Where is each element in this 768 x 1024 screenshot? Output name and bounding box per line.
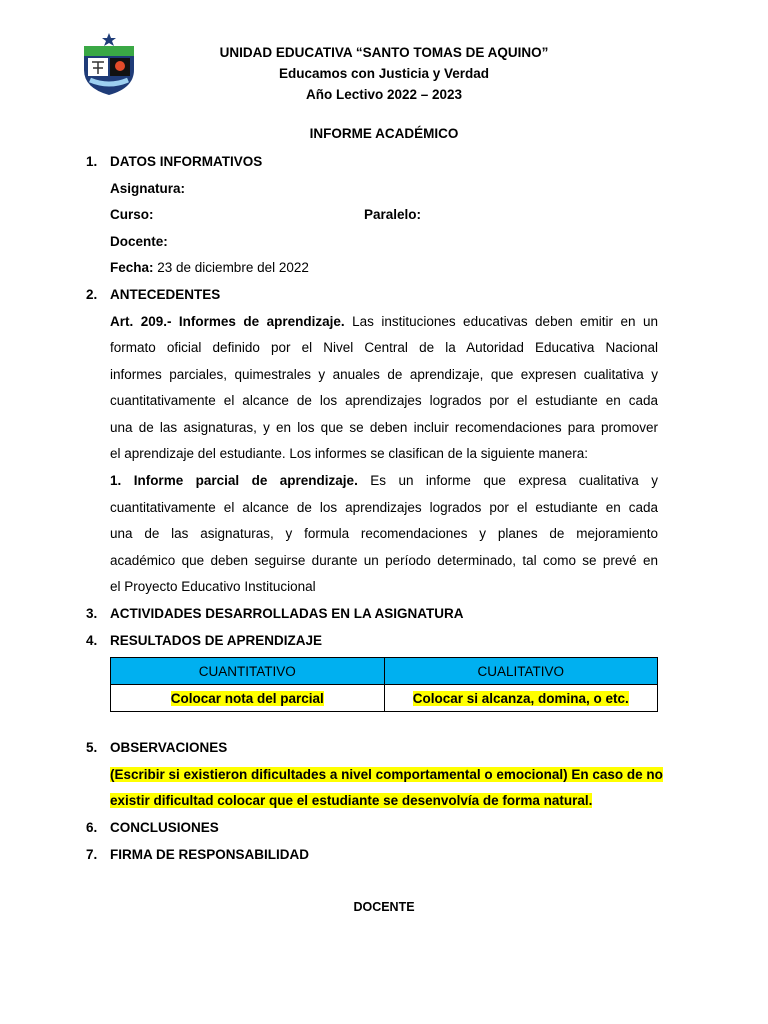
fecha-line [110,259,309,277]
section-6-number: 6. [86,820,98,835]
cuantitativo-placeholder: Colocar nota del parcial [170,690,324,706]
signature-label: DOCENTE [353,900,415,914]
cualitativo-placeholder: Colocar si alcanza, domina, o etc. [412,690,629,706]
report-title: INFORME ACADÉMICO [309,126,459,141]
paralelo-label: Paralelo: [364,207,422,222]
section-7-number: 7. [86,847,98,862]
section-7-title: FIRMA DE RESPONSABILIDAD [110,847,310,862]
header-cualitativo: CUALITATIVO [384,658,658,685]
section-1-number: 1. [86,154,98,169]
fecha-value: 23 de diciembre del 2022 [153,260,309,275]
docente-label: Docente: [110,234,168,249]
results-table [110,657,658,712]
observaciones-line-1 [110,766,663,784]
cell-cuantitativo [111,685,385,712]
results-table-row [111,685,658,712]
cell-cualitativo [384,685,658,712]
art-209-line-1-text: Las instituciones educativas deben emitir en un [344,314,658,329]
section-4-title: RESULTADOS DE APRENDIZAJE [110,633,323,648]
section-6-title: CONCLUSIONES [110,820,219,835]
school-name: UNIDAD EDUCATIVA “SANTO TOMAS DE AQUINO” [219,45,549,60]
results-table-header-row [111,658,658,685]
section-5-number: 5. [86,740,98,755]
art-209-line-4: cuantitativamente el alcance de los aprendizajes logrados por el estudiante en cada [110,393,658,408]
fecha-label: Fecha: [110,260,154,275]
school-year: Año Lectivo 2022 – 2023 [305,87,463,102]
observaciones-text-2: existir dificultad colocar que el estudiante se desenvolvía de forma natural. [110,793,593,808]
curso-label: Curso: [110,207,154,222]
school-motto: Educamos con Justicia y Verdad [278,66,490,81]
informe-parcial-line-4: académico que deben seguirse durante un período determinado, tal como se prevé en [110,553,658,568]
informe-parcial-title: 1. Informe parcial de aprendizaje. [110,473,358,488]
observaciones-text-1: (Escribir si existieron dificultades a nivel comportamental o emocional) En caso de no [110,767,663,782]
asignatura-label: Asignatura: [110,181,186,196]
art-209-line-6: el aprendizaje del estudiante. Los informes se clasifican de la siguiente manera: [110,446,589,461]
section-3-number: 3. [86,606,98,621]
art-209-line-1 [110,313,658,331]
informe-parcial-line-5: el Proyecto Educativo Institucional [110,579,316,594]
section-5-title: OBSERVACIONES [110,740,228,755]
section-2-title: ANTECEDENTES [110,287,221,302]
informe-parcial-line-3: una de las asignaturas, y formula recomendaciones y planes de mejoramiento [110,526,658,541]
art-209-line-2: formato oficial definido por el Nivel Central de la Autoridad Educativa Nacional [110,340,658,355]
section-1-title: DATOS INFORMATIVOS [110,154,263,169]
art-209-line-5: una de las asignaturas, y en los que se deben incluir recomendaciones para promover [110,420,658,435]
section-3-title: ACTIVIDADES DESARROLLADAS EN LA ASIGNATURA [110,606,464,621]
section-2-number: 2. [86,287,98,302]
art-209-line-3: informes parciales, quimestrales y anuales de aprendizaje, que expresen cualitativa y [110,367,658,382]
art-209-title: Art. 209.- Informes de aprendizaje. [110,314,345,329]
informe-parcial-line-1 [110,472,658,490]
section-4-number: 4. [86,633,98,648]
observaciones-line-2 [110,792,592,810]
informe-parcial-line-2: cuantitativamente el alcance de los aprendizajes logrados por el estudiante en cada [110,500,658,515]
header-cuantitativo: CUANTITATIVO [111,658,385,685]
informe-parcial-line-1-text: Es un informe que expresa cualitativa y [357,473,659,488]
